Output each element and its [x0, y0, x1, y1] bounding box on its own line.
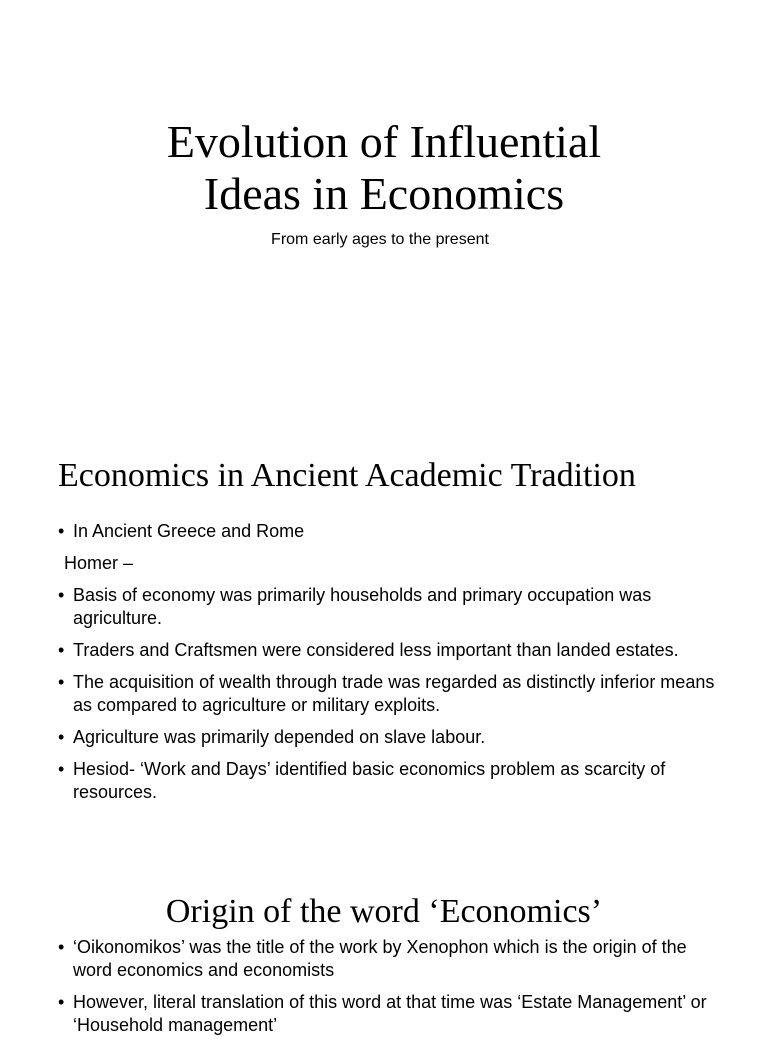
slide-subtitle: From early ages to the present: [271, 231, 489, 248]
slide-title: [0, 116, 768, 220]
word-origin-slide: [0, 860, 768, 1035]
slide-title-line-2: Ideas in Economics: [203, 168, 565, 219]
title-slide: [0, 0, 768, 430]
bullet-list: [58, 936, 718, 1046]
list-item: • ‘Oikonomikos’ was the title of the work by Xenophon which is the origin of the word economics and economists: [58, 936, 718, 982]
slide-heading: Economics in Ancient Academic Tradition: [58, 457, 636, 494]
list-item: Homer –: [64, 553, 134, 573]
slide-title-line-1: Evolution of Influential: [166, 116, 602, 167]
list-item: • The acquisition of wealth through trade was regarded as distinctly inferior means as compared to agriculture or military exploits.: [58, 671, 718, 717]
list-item: • In Ancient Greece and Rome: [58, 520, 718, 543]
list-item: • Agriculture was primarily depended on slave labour.: [58, 726, 718, 749]
list-item: • Basis of economy was primarily households and primary occupation was agriculture.: [58, 584, 718, 630]
bullet-list: [58, 520, 718, 813]
ancient-tradition-slide: [0, 430, 768, 860]
slide-heading: Origin of the word ‘Economics’: [165, 893, 603, 930]
list-item: • Traders and Craftsmen were considered less important than landed estates.: [58, 639, 718, 662]
list-item: • However, literal translation of this word at that time was ‘Estate Management’ or ‘Household management’: [58, 991, 718, 1037]
list-item: • Hesiod- ‘Work and Days’ identified basic economics problem as scarcity of resources.: [58, 758, 718, 804]
